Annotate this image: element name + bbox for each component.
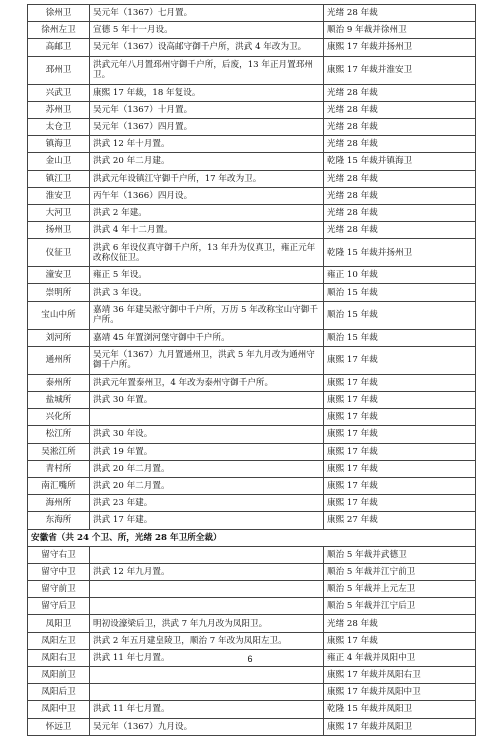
establishment-cell: 洪武 11 年七月置。 (90, 701, 324, 718)
table-row (28, 426, 476, 443)
table-row (28, 56, 476, 84)
unit-name-cell: 留守前卫 (28, 581, 90, 598)
establishment-cell: 嘉靖 45 年置浏河堡守御中千户所。 (90, 329, 324, 346)
table-row (28, 477, 476, 494)
table-row (28, 409, 476, 426)
table-row (28, 581, 476, 598)
abolition-cell: 康熙 17 年裁并凤阳右卫 (324, 667, 476, 684)
unit-name-cell: 徐州左卫 (28, 22, 90, 39)
establishment-cell (90, 409, 324, 426)
abolition-cell: 光绪 28 年裁 (324, 84, 476, 101)
abolition-cell: 光绪 28 年裁 (324, 101, 476, 118)
establishment-cell: 吴元年（1367）十月置。 (90, 101, 324, 118)
abolition-cell: 康熙 17 年裁 (324, 443, 476, 460)
table-row (28, 329, 476, 346)
abolition-cell: 顺治 5 年裁并上元左卫 (324, 581, 476, 598)
table-row (28, 84, 476, 101)
establishment-cell: 洪武 17 年建。 (90, 512, 324, 529)
unit-name-cell: 金山卫 (28, 153, 90, 170)
establishment-cell (90, 598, 324, 615)
abolition-cell: 康熙 17 年裁 (324, 392, 476, 409)
unit-name-cell: 邳州卫 (28, 56, 90, 84)
table-row (28, 563, 476, 580)
section-title: 安徽省（共 24 个卫、所，光绪 28 年卫所全裁） (28, 529, 476, 546)
abolition-cell: 康熙 17 年裁并凤阳中卫 (324, 684, 476, 701)
establishment-cell: 洪武 19 年置。 (90, 443, 324, 460)
table-row (28, 546, 476, 563)
unit-name-cell: 泰州所 (28, 374, 90, 391)
establishment-cell (90, 581, 324, 598)
abolition-cell: 康熙 17 年裁并扬州卫 (324, 39, 476, 56)
table-row (28, 5, 476, 22)
table-row (28, 684, 476, 701)
table-row (28, 374, 476, 391)
unit-name-cell: 海州所 (28, 495, 90, 512)
establishment-cell: 洪武元年设镇江守御千户所，17 年改为卫。 (90, 170, 324, 187)
table-row (28, 153, 476, 170)
table-row (28, 443, 476, 460)
unit-name-cell: 通州所 (28, 346, 90, 374)
abolition-cell: 光绪 28 年裁 (324, 136, 476, 153)
establishment-cell: 雍正 5 年设。 (90, 267, 324, 284)
garrison-table (27, 4, 476, 736)
table-row (28, 136, 476, 153)
unit-name-cell: 扬州卫 (28, 222, 90, 239)
table-row (28, 267, 476, 284)
establishment-cell: 洪武 30 年设。 (90, 426, 324, 443)
unit-name-cell: 潼安卫 (28, 267, 90, 284)
unit-name-cell: 松江所 (28, 426, 90, 443)
abolition-cell: 康熙 17 年裁 (324, 460, 476, 477)
establishment-cell: 吴元年（1367）设高邮守御千户所，洪武 4 年改为卫。 (90, 39, 324, 56)
unit-name-cell: 高邮卫 (28, 39, 90, 56)
abolition-cell: 光绪 28 年裁 (324, 118, 476, 135)
abolition-cell: 康熙 17 年裁并凤阳卫 (324, 718, 476, 735)
unit-name-cell: 兴化所 (28, 409, 90, 426)
table-row (28, 512, 476, 529)
unit-name-cell: 留守后卫 (28, 598, 90, 615)
establishment-cell: 洪武 11 年七月置。 (90, 649, 324, 666)
establishment-cell (90, 684, 324, 701)
table-body (28, 5, 476, 736)
establishment-cell: 洪武 30 年置。 (90, 392, 324, 409)
establishment-cell (90, 546, 324, 563)
table-row (28, 39, 476, 56)
abolition-cell: 顺治 5 年裁并武德卫 (324, 546, 476, 563)
abolition-cell: 顺治 15 年裁 (324, 284, 476, 301)
abolition-cell: 顺治 15 年裁 (324, 329, 476, 346)
unit-name-cell: 兴武卫 (28, 84, 90, 101)
unit-name-cell: 大河卫 (28, 204, 90, 221)
table-row (28, 222, 476, 239)
establishment-cell: 洪武 4 年十二月置。 (90, 222, 324, 239)
abolition-cell: 顺治 5 年裁并江宁前卫 (324, 563, 476, 580)
table-row (28, 101, 476, 118)
abolition-cell: 光绪 28 年裁 (324, 187, 476, 204)
unit-name-cell: 凤阳右卫 (28, 649, 90, 666)
abolition-cell: 康熙 27 年裁 (324, 512, 476, 529)
unit-name-cell: 凤阳前卫 (28, 667, 90, 684)
abolition-cell: 康熙 17 年裁 (324, 409, 476, 426)
establishment-cell: 宣德 5 年十一月设。 (90, 22, 324, 39)
abolition-cell: 顺治 9 年裁并徐州卫 (324, 22, 476, 39)
unit-name-cell: 怀远卫 (28, 718, 90, 735)
table-row (28, 239, 476, 267)
establishment-cell: 洪武 2 年五月建皇陵卫，顺治 7 年改为凤阳左卫。 (90, 632, 324, 649)
abolition-cell: 雍正 10 年裁 (324, 267, 476, 284)
establishment-cell: 洪武元年置泰州卫，4 年改为泰州守御千户所。 (90, 374, 324, 391)
unit-name-cell: 南汇嘴所 (28, 477, 90, 494)
unit-name-cell: 镇江卫 (28, 170, 90, 187)
unit-name-cell: 徐州卫 (28, 5, 90, 22)
establishment-cell: 洪武 23 年建。 (90, 495, 324, 512)
table-row (28, 667, 476, 684)
table-row (28, 632, 476, 649)
establishment-cell: 洪武 12 年九月置。 (90, 563, 324, 580)
unit-name-cell: 淮安卫 (28, 187, 90, 204)
unit-name-cell: 刘河所 (28, 329, 90, 346)
establishment-cell: 洪武元年八月置邳州守御千户所，后废，13 年正月置邳州卫。 (90, 56, 324, 84)
table-row (28, 701, 476, 718)
abolition-cell: 康熙 17 年裁 (324, 477, 476, 494)
establishment-cell: 明初设濠梁后卫，洪武 7 年九月改为凤阳卫。 (90, 615, 324, 632)
abolition-cell: 康熙 17 年裁并淮安卫 (324, 56, 476, 84)
table-row (28, 170, 476, 187)
unit-name-cell: 苏州卫 (28, 101, 90, 118)
abolition-cell: 光绪 28 年裁 (324, 170, 476, 187)
establishment-cell: 洪武 3 年设。 (90, 284, 324, 301)
unit-name-cell: 盐城所 (28, 392, 90, 409)
abolition-cell: 光绪 28 年裁 (324, 615, 476, 632)
unit-name-cell: 凤阳左卫 (28, 632, 90, 649)
abolition-cell: 乾隆 15 年裁并凤阳卫 (324, 701, 476, 718)
table-row (28, 204, 476, 221)
unit-name-cell: 崇明所 (28, 284, 90, 301)
unit-name-cell: 东海所 (28, 512, 90, 529)
establishment-cell: 吴元年（1367）九月置通州卫，洪武 5 年九月改为通州守御千户所。 (90, 346, 324, 374)
abolition-cell: 光绪 28 年裁 (324, 222, 476, 239)
abolition-cell: 雍正 4 年裁并凤阳中卫 (324, 649, 476, 666)
abolition-cell: 顺治 5 年裁并江宁后卫 (324, 598, 476, 615)
abolition-cell: 乾隆 15 年裁并镇海卫 (324, 153, 476, 170)
table-row (28, 615, 476, 632)
establishment-cell (90, 667, 324, 684)
abolition-cell: 康熙 17 年裁 (324, 346, 476, 374)
unit-name-cell: 留守中卫 (28, 563, 90, 580)
table-row (28, 118, 476, 135)
table-row (28, 495, 476, 512)
establishment-cell: 洪武 6 年设仪真守御千户所，13 年升为仪真卫，雍正元年改称仪征卫。 (90, 239, 324, 267)
establishment-cell: 洪武 20 年二月置。 (90, 460, 324, 477)
abolition-cell: 光绪 28 年裁 (324, 5, 476, 22)
establishment-cell: 吴元年（1367）七月置。 (90, 5, 324, 22)
unit-name-cell: 吴淞江所 (28, 443, 90, 460)
table-row (28, 22, 476, 39)
table-row (28, 392, 476, 409)
table-row (28, 718, 476, 735)
unit-name-cell: 仪征卫 (28, 239, 90, 267)
establishment-cell: 吴元年（1367）四月置。 (90, 118, 324, 135)
establishment-cell: 洪武 12 年十月置。 (90, 136, 324, 153)
unit-name-cell: 留守右卫 (28, 546, 90, 563)
unit-name-cell: 凤阳后卫 (28, 684, 90, 701)
abolition-cell: 康熙 17 年裁 (324, 495, 476, 512)
section-header-row (28, 529, 476, 546)
table-row (28, 460, 476, 477)
unit-name-cell: 太仓卫 (28, 118, 90, 135)
establishment-cell: 洪武 20 年二月建。 (90, 153, 324, 170)
unit-name-cell: 凤阳卫 (28, 615, 90, 632)
establishment-cell: 洪武 20 年二月置。 (90, 477, 324, 494)
abolition-cell: 乾隆 15 年裁并扬州卫 (324, 239, 476, 267)
abolition-cell: 康熙 17 年裁 (324, 374, 476, 391)
establishment-cell: 洪武 2 年建。 (90, 204, 324, 221)
establishment-cell: 康熙 17 年裁，18 年复设。 (90, 84, 324, 101)
unit-name-cell: 凤阳中卫 (28, 701, 90, 718)
table-row (28, 284, 476, 301)
unit-name-cell: 镇海卫 (28, 136, 90, 153)
table-row (28, 598, 476, 615)
table-row (28, 301, 476, 329)
unit-name-cell: 青村所 (28, 460, 90, 477)
abolition-cell: 康熙 17 年裁 (324, 426, 476, 443)
establishment-cell: 丙午年（1366）四月设。 (90, 187, 324, 204)
establishment-cell: 嘉靖 36 年建吴淞守御中千户所，万历 5 年改称宝山守御千户所。 (90, 301, 324, 329)
table-row (28, 346, 476, 374)
unit-name-cell: 宝山中所 (28, 301, 90, 329)
abolition-cell: 顺治 15 年裁 (324, 301, 476, 329)
page-number: 6 (247, 654, 253, 664)
abolition-cell: 光绪 28 年裁 (324, 204, 476, 221)
abolition-cell: 康熙 17 年裁 (324, 632, 476, 649)
establishment-cell: 吴元年（1367）九月设。 (90, 718, 324, 735)
table-row (28, 187, 476, 204)
